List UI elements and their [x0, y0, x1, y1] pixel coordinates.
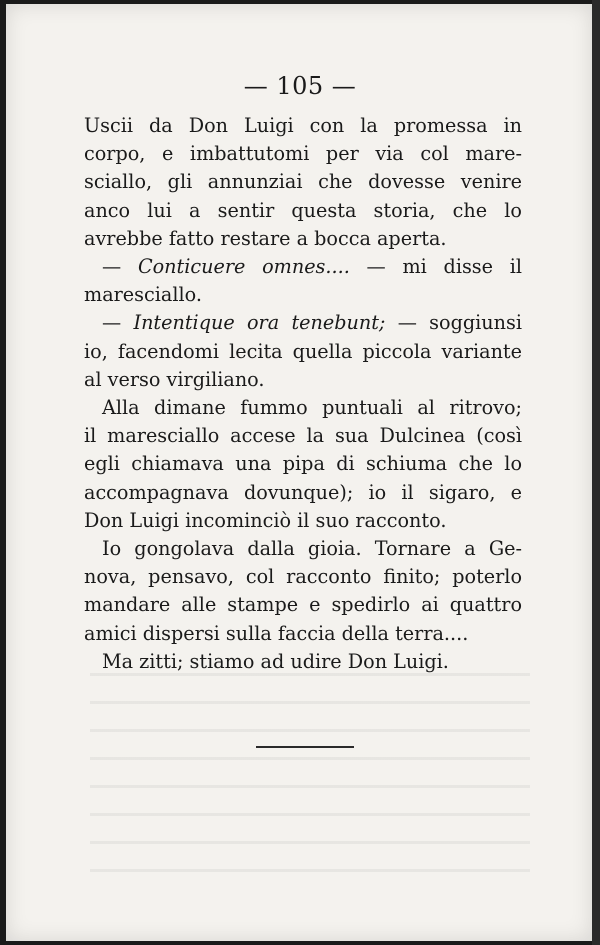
text-run: —: [102, 311, 134, 335]
text-run: io, facendomi lecita quella piccola variante: [84, 339, 522, 363]
body-text: [84, 112, 522, 676]
text-run: nova, pensavo, col racconto finito; poterlo: [84, 565, 522, 589]
page-number: — 105 —: [243, 72, 357, 100]
text-run: —: [102, 255, 138, 279]
text-run: al verso virgiliano.: [84, 367, 265, 391]
text-run: Ma zitti; stiamo ad udire Don Luigi.: [102, 649, 449, 673]
text-line: [84, 225, 522, 253]
text-run: — mi disse il: [349, 255, 523, 279]
section-divider: [256, 746, 354, 748]
text-run: sciallo, gli annunziai che dovesse venire: [84, 170, 522, 194]
italic-quote: Conticuere omnes....: [137, 255, 350, 279]
text-run: egli chiamava una pipa di schiuma che lo: [84, 452, 522, 476]
italic-quote: Intentique ora tenebunt;: [133, 311, 386, 335]
text-line: [84, 450, 522, 478]
text-run: Don Luigi incominciò il suo racconto.: [84, 508, 447, 532]
text-run: Io gongolava dalla gioia. Tornare a Ge-: [102, 537, 522, 561]
text-line: [84, 197, 522, 225]
text-run: anco lui a sentir questa storia, che lo: [84, 198, 522, 222]
text-run: Uscii da Don Luigi con la promessa in: [84, 114, 522, 137]
text-line: [84, 309, 522, 337]
text-line: [84, 366, 522, 394]
text-run: accompagnava dovunque); io il sigaro, e: [84, 480, 522, 504]
text-line: [84, 422, 522, 450]
text-line: [84, 112, 522, 140]
text-run: — soggiunsi: [385, 311, 522, 335]
text-run: amici dispersi sulla faccia della terra....: [84, 621, 469, 645]
text-run: maresciallo.: [84, 283, 202, 307]
text-line: [84, 648, 522, 676]
text-line: [84, 168, 522, 196]
text-line: [84, 507, 522, 535]
show-through-text: [90, 659, 530, 879]
text-line: [84, 253, 522, 281]
text-run: corpo, e imbattutomi per via col mare-: [84, 142, 522, 166]
text-line: [84, 535, 522, 563]
text-line: [84, 394, 522, 422]
text-run: avrebbe fatto restare a bocca aperta.: [84, 226, 447, 250]
text-line: [84, 338, 522, 366]
text-run: mandare alle stampe e spedirlo ai quattro: [84, 593, 522, 617]
text-line: [84, 620, 522, 648]
text-line: [84, 479, 522, 507]
text-line: [84, 591, 522, 619]
text-line: [84, 140, 522, 168]
text-run: il maresciallo accese la sua Dulcinea (così: [84, 424, 522, 448]
text-line: [84, 563, 522, 591]
page-edge: [592, 0, 600, 945]
text-run: Alla dimane fummo puntuali al ritrovo;: [102, 396, 522, 420]
text-line: [84, 281, 522, 309]
